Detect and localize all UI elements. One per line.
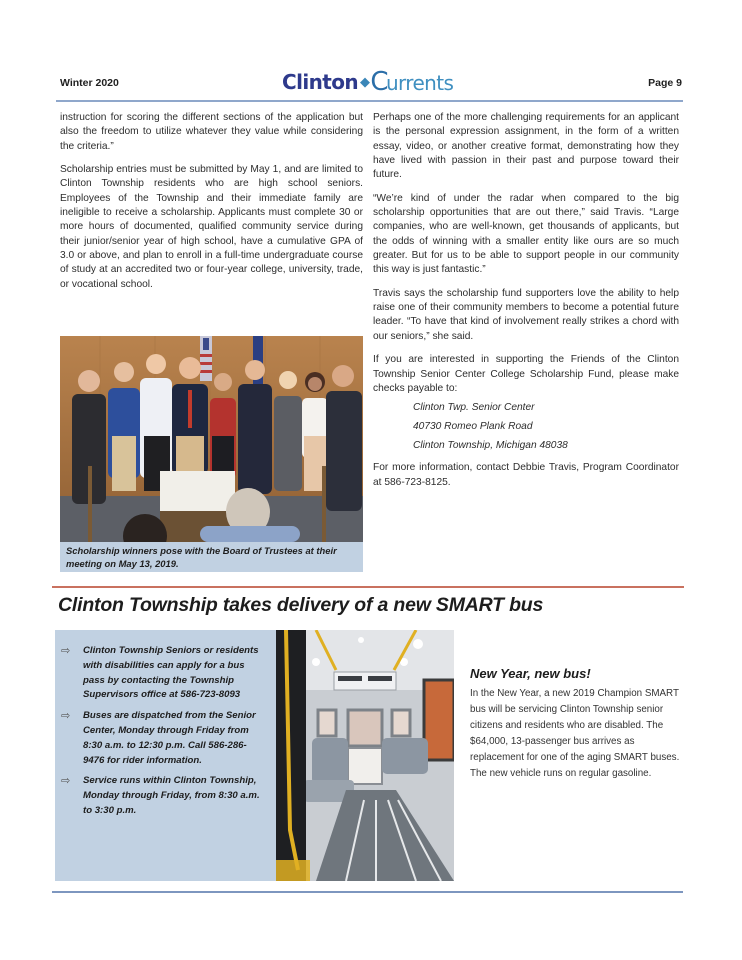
- section-heading: Clinton Township takes delivery of a new SMART bus: [58, 594, 544, 616]
- list-item: ⇨ Buses are dispatched from the Senior Center, Monday through Friday from 8:30 a.m. to 12:30 p.m. Call 586-286-9476 for rider information.: [61, 709, 268, 768]
- sidebar-heading: New Year, new bus!: [470, 666, 591, 681]
- footer-divider: [52, 891, 683, 893]
- article-paragraph: If you are interested in supporting the Friends of the Clinton Township Senior Center College Scholarship Fund, please make checks payable to:: [373, 354, 679, 394]
- article-right-column: [373, 111, 679, 499]
- article-paragraph: “We’re kind of under the radar when compared to the big scholarship opportunities that are out there,” said Travis. “Large companies, who are well-known, get thousands of applicants, but the odds of winning with a smaller entity like ours are so much greater. But for us to be able to support people in our community this way is just fantastic.”: [373, 192, 679, 276]
- page-header: [60, 68, 682, 98]
- scholarship-winners-photo: [60, 336, 363, 542]
- bus-info-list: [55, 630, 276, 819]
- article-paragraph: Perhaps one of the more challenging requirements for an applicant is the personal expression assignment, in the form of a written essay, video, or another creative format, demonstrating how they have lived with passion in their past and purpose toward their future.: [373, 112, 679, 181]
- address-line: Clinton Township, Michigan 48038: [413, 440, 568, 452]
- bus-interior-photo: [276, 630, 454, 881]
- new-bus-sidebar: [470, 666, 685, 782]
- contact-info: For more information, contact Debbie Travis, Program Coordinator at 586-723-8125.: [373, 462, 679, 488]
- arrow-right-icon: ⇨: [61, 645, 71, 657]
- article-left-column: [60, 111, 363, 301]
- mailing-address: [373, 398, 679, 455]
- address-line: 40730 Romeo Plank Road: [413, 421, 533, 433]
- newsletter-logo: [282, 68, 453, 96]
- article-paragraph: Scholarship entries must be submitted by May 1, and are limited to Clinton Township residents who are high school seniors. Employees of the Township and their immediate family are ineligible to receive a scholarship. Applicants must complete 30 or more hours of documented, qualified community service during their junior/senior year of high school, have a cumulative GPA of 3.0 or above, and plan to enroll in a full-time undergraduate course of study at an accredited two or four-year college, university, trade, or vocational school.: [60, 164, 363, 290]
- logo-word-clinton: Clinton: [282, 70, 358, 94]
- bus-info-callout: [55, 630, 276, 881]
- list-item: ⇨ Clinton Township Seniors or residents with disabilities can apply for a bus pass by contacting the Township Supervisors office at 586-723-8093: [61, 644, 268, 703]
- logo-word-currents: Currents: [370, 67, 454, 97]
- arrow-right-icon: ⇨: [61, 775, 71, 788]
- arrow-right-icon: ⇨: [61, 710, 71, 723]
- photo-caption: Scholarship winners pose with the Board of Trustees at their meeting on May 13, 2019.: [60, 542, 363, 572]
- diamond-icon: ◆: [359, 74, 370, 90]
- photo-illustration: [276, 630, 454, 881]
- page-number: Page 9: [648, 77, 682, 89]
- article-paragraph: Travis says the scholarship fund supporters love the ability to help raise one of their community members to become a potential future leader. “To have that kind of involvement really strikes a chord with our seniors,” she said.: [373, 287, 679, 342]
- list-item: ⇨ Service runs within Clinton Township, Monday through Friday, from 8:30 a.m. to 3:30 p.m.: [61, 774, 268, 818]
- issue-label: Winter 2020: [60, 77, 119, 89]
- article-paragraph: instruction for scoring the different sections of the application but also the freedom to utilize whatever they value while considering the criteria.”: [60, 112, 363, 152]
- photo-illustration: [60, 336, 363, 542]
- sidebar-body: In the New Year, a new 2019 Champion SMART bus will be servicing Clinton Township senior citizens and residents who are disabled. The $64,000, 13-passenger bus arrives as replacement for one of the aging SMART buses. The new vehicle runs on regular gasoline.: [470, 688, 680, 779]
- header-divider: [56, 100, 683, 102]
- address-line: Clinton Twp. Senior Center: [413, 402, 535, 414]
- section-divider: [52, 586, 684, 588]
